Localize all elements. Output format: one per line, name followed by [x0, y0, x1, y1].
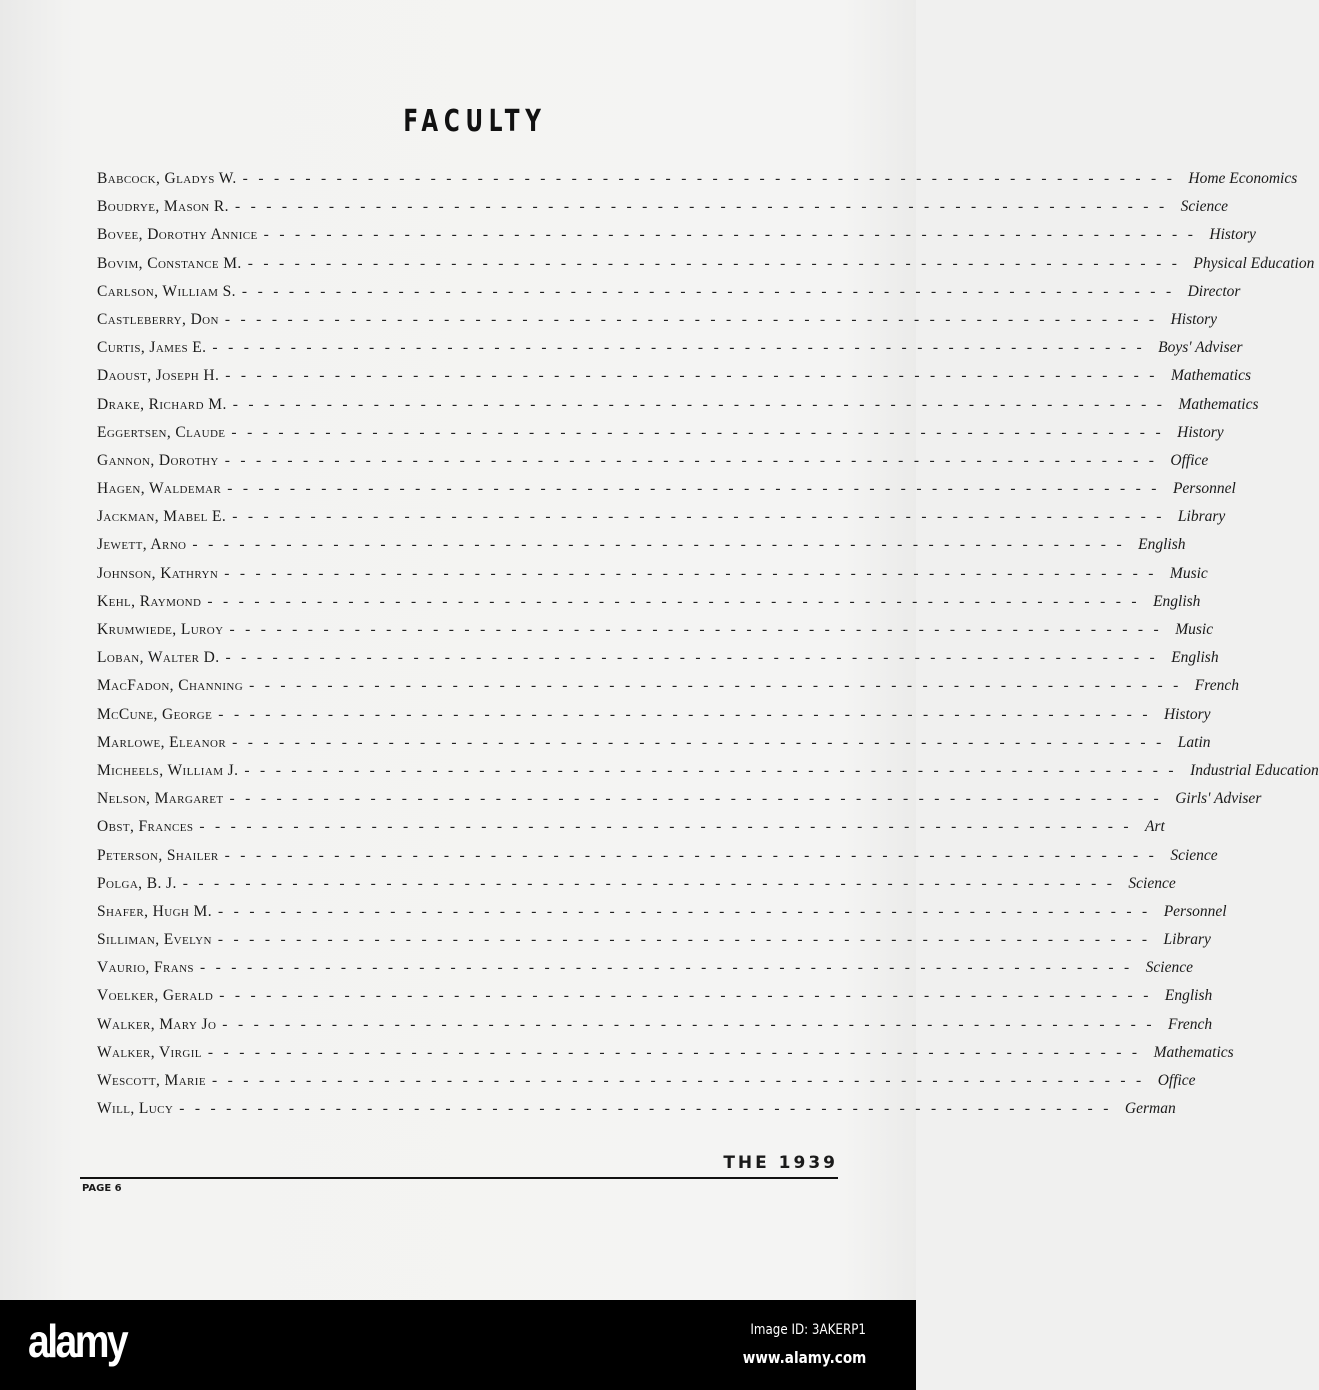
faculty-name: Obst, Frances — [97, 818, 194, 836]
faculty-row — [97, 310, 1218, 339]
faculty-name: McCune, George — [97, 705, 213, 723]
watermark-url: www.alamy.com — [742, 1348, 866, 1367]
faculty-name: Micheels, William J. — [97, 761, 239, 779]
dot-leader: ------------------------------------------------------------ — [229, 621, 1170, 638]
faculty-row — [97, 423, 1224, 452]
page-title: FACULTY — [403, 104, 547, 139]
faculty-row — [97, 1043, 1234, 1072]
faculty-name: Vaurio, Frans — [97, 959, 194, 977]
dot-leader: ------------------------------------------------------------ — [241, 282, 1182, 300]
faculty-row — [97, 198, 1228, 226]
dot-leader: ------------------------------------------------------------ — [207, 592, 1148, 610]
faculty-name: Loban, Walter D. — [97, 649, 220, 667]
faculty-subject: Library — [1163, 931, 1211, 949]
faculty-name: Voelker, Gerald — [97, 987, 214, 1005]
dot-leader: ------------------------------------------------------------ — [224, 564, 1164, 582]
faculty-subject: English — [1171, 649, 1219, 667]
faculty-name: Castleberry, Don — [97, 310, 219, 328]
dot-leader: ------------------------------------------------------------ — [224, 310, 1165, 328]
faculty-subject: French — [1168, 1015, 1213, 1033]
faculty-row — [97, 339, 1243, 367]
faculty-subject: History — [1163, 705, 1211, 723]
dot-leader: ------------------------------------------------------------ — [247, 254, 1188, 272]
faculty-name: Johnson, Kathryn — [97, 564, 219, 582]
faculty-row — [97, 621, 1214, 649]
dot-leader: ------------------------------------------------------------ — [212, 339, 1153, 357]
dot-leader: ------------------------------------------------------------ — [249, 677, 1189, 695]
dot-leader: ------------------------------------------------------------ — [192, 536, 1133, 554]
faculty-subject: Boys' Adviser — [1158, 339, 1243, 357]
faculty-row — [97, 761, 1319, 790]
faculty-subject: English — [1138, 536, 1186, 554]
faculty-name: Gannon, Dorothy — [97, 451, 219, 469]
faculty-subject: Library — [1177, 508, 1226, 526]
faculty-row — [97, 874, 1176, 903]
faculty-row — [97, 846, 1218, 875]
faculty-name: MacFadon, Channing — [97, 677, 244, 695]
watermark-bar — [0, 1300, 916, 1390]
faculty-name: Will, Lucy — [97, 1100, 174, 1118]
faculty-row — [97, 254, 1315, 283]
faculty-subject: Science — [1170, 846, 1218, 864]
faculty-name: Curtis, James E. — [97, 339, 207, 357]
faculty-name: Silliman, Evelyn — [97, 931, 212, 949]
faculty-name: Boudrye, Mason R. — [97, 198, 229, 216]
faculty-subject: Physical Education — [1193, 254, 1315, 272]
faculty-row — [97, 170, 1298, 198]
faculty-name: Marlowe, Eleanor — [97, 733, 227, 751]
dot-leader: ------------------------------------------------------------ — [225, 367, 1165, 385]
faculty-subject: Mathematics — [1178, 395, 1259, 413]
faculty-row — [97, 902, 1227, 931]
dot-leader: ------------------------------------------------------------ — [224, 451, 1165, 469]
dot-leader: ------------------------------------------------------------ — [207, 1043, 1148, 1061]
faculty-subject: Office — [1157, 1072, 1196, 1089]
faculty-subject: Science — [1145, 959, 1193, 977]
faculty-name: Peterson, Shailer — [97, 846, 219, 864]
faculty-row — [97, 1072, 1196, 1100]
faculty-name: Bovee, Dorothy Annice — [97, 226, 258, 244]
faculty-row — [97, 282, 1241, 311]
faculty-row — [97, 818, 1165, 846]
faculty-subject: Personnel — [1172, 480, 1236, 498]
faculty-subject: Art — [1145, 818, 1165, 836]
faculty-row — [97, 480, 1236, 508]
faculty-name: Polga, B. J. — [97, 874, 177, 892]
faculty-subject: History — [1209, 226, 1256, 244]
dot-leader: ------------------------------------------------------------ — [211, 1072, 1152, 1089]
faculty-name: Bovim, Constance M. — [97, 254, 242, 272]
dot-leader: ------------------------------------------------------------ — [229, 790, 1170, 808]
faculty-subject: German — [1124, 1100, 1176, 1118]
faculty-row — [97, 649, 1219, 677]
dot-leader: ------------------------------------------------------------ — [219, 987, 1159, 1005]
dot-leader: ------------------------------------------------------------ — [224, 846, 1165, 864]
faculty-name: Daoust, Joseph H. — [97, 367, 220, 385]
faculty-row — [97, 564, 1208, 593]
faculty-subject: History — [1177, 423, 1224, 441]
faculty-name: Krumwiede, Luroy — [97, 621, 224, 638]
dot-leader: ------------------------------------------------------------ — [232, 395, 1173, 413]
dot-leader: ------------------------------------------------------------ — [218, 705, 1158, 723]
faculty-name: Shafer, Hugh M. — [97, 902, 212, 920]
footer-rule — [80, 1177, 838, 1179]
dot-leader: ------------------------------------------------------------ — [232, 508, 1172, 526]
faculty-subject: Science — [1180, 198, 1228, 216]
dot-leader: ------------------------------------------------------------ — [227, 480, 1167, 498]
faculty-row — [97, 367, 1252, 395]
faculty-row — [97, 508, 1226, 536]
faculty-subject: Director — [1187, 282, 1241, 300]
dot-leader: ------------------------------------------------------------ — [222, 1015, 1162, 1033]
alamy-logo: alamy — [28, 1315, 127, 1367]
image-id: Image ID: 3AKERP1 — [750, 1322, 866, 1338]
faculty-subject: English — [1153, 592, 1201, 610]
dot-leader: ------------------------------------------------------------ — [179, 1100, 1119, 1118]
faculty-row — [97, 790, 1262, 818]
faculty-row — [97, 536, 1186, 564]
faculty-row — [97, 733, 1211, 762]
faculty-subject: Industrial Education — [1190, 761, 1319, 779]
dot-leader: ------------------------------------------------------------ — [242, 170, 1183, 187]
dot-leader: ------------------------------------------------------------ — [225, 649, 1166, 667]
faculty-row — [97, 677, 1239, 705]
dot-leader: ------------------------------------------------------------ — [232, 733, 1172, 751]
faculty-subject: Girls' Adviser — [1175, 790, 1262, 808]
faculty-row — [97, 226, 1256, 254]
dot-leader: ------------------------------------------------------------ — [234, 198, 1175, 216]
dot-leader: ------------------------------------------------------------ — [218, 902, 1158, 920]
faculty-name: Hagen, Waldemar — [97, 480, 222, 498]
dot-leader: ------------------------------------------------------------ — [182, 874, 1123, 892]
faculty-subject: Office — [1170, 451, 1209, 469]
dot-leader: ------------------------------------------------------------ — [199, 818, 1140, 836]
faculty-name: Jewett, Arno — [97, 536, 187, 554]
faculty-subject: History — [1170, 310, 1218, 328]
faculty-subject: Music — [1169, 564, 1208, 582]
faculty-name: Nelson, Margaret — [97, 790, 224, 808]
faculty-name: Walker, Mary Jo — [97, 1015, 217, 1033]
dot-leader: ------------------------------------------------------------ — [263, 226, 1204, 244]
faculty-row — [97, 395, 1259, 424]
faculty-subject: Latin — [1177, 733, 1211, 751]
faculty-subject: English — [1164, 987, 1213, 1005]
faculty-subject: Mathematics — [1153, 1043, 1234, 1061]
faculty-subject: French — [1194, 677, 1239, 695]
faculty-row — [97, 931, 1211, 959]
dot-leader: ------------------------------------------------------------ — [199, 959, 1140, 977]
faculty-name: Kehl, Raymond — [97, 592, 202, 610]
faculty-row — [97, 1015, 1213, 1044]
faculty-name: Wescott, Marie — [97, 1072, 206, 1089]
faculty-name: Eggertsen, Claude — [97, 423, 226, 441]
dot-leader: ------------------------------------------------------------ — [217, 931, 1158, 949]
page-number: PAGE 6 — [82, 1183, 122, 1194]
faculty-row — [97, 705, 1211, 734]
faculty-subject: Music — [1175, 621, 1214, 638]
faculty-subject: Science — [1128, 874, 1176, 892]
yearbook-title: THE 1939 — [723, 1153, 838, 1173]
faculty-name: Walker, Virgil — [97, 1043, 202, 1061]
dot-leader: ------------------------------------------------------------ — [231, 423, 1172, 441]
faculty-row — [97, 959, 1193, 987]
faculty-name: Carlson, William S. — [97, 282, 236, 300]
dot-leader: ------------------------------------------------------------ — [244, 761, 1185, 779]
faculty-row — [97, 1100, 1176, 1128]
faculty-row — [97, 987, 1213, 1015]
faculty-subject: Home Economics — [1188, 170, 1298, 187]
faculty-row — [97, 451, 1209, 480]
faculty-name: Jackman, Mabel E. — [97, 508, 227, 526]
faculty-subject: Personnel — [1163, 902, 1227, 920]
faculty-name: Babcock, Gladys W. — [97, 170, 237, 187]
faculty-name: Drake, Richard M. — [97, 395, 227, 413]
faculty-list — [97, 170, 1319, 1128]
faculty-subject: Mathematics — [1170, 367, 1252, 385]
faculty-row — [97, 592, 1201, 621]
